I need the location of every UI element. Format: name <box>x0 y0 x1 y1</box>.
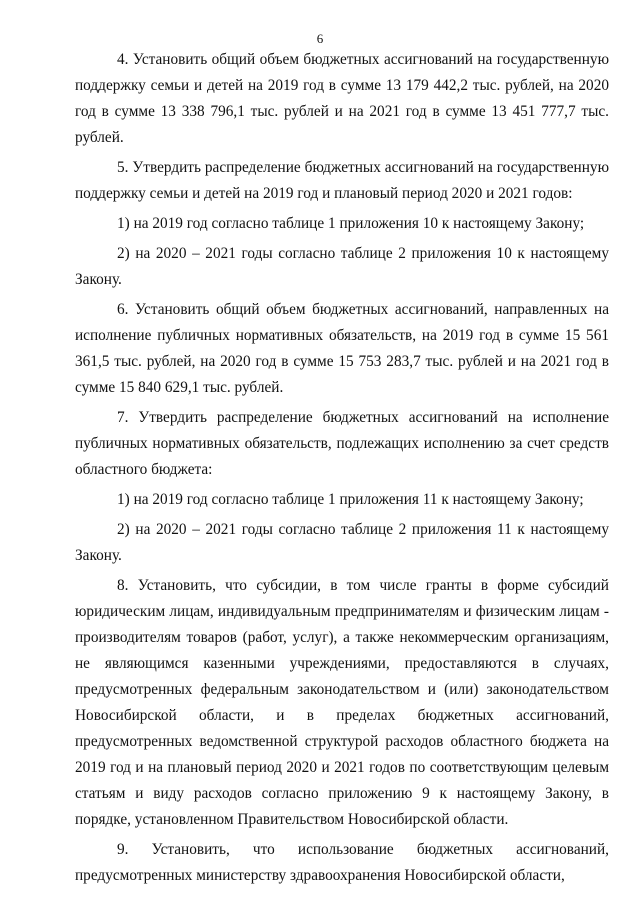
page-number: 6 <box>316 31 324 46</box>
paragraph-item-5-2: 2) на 2020 – 2021 годы согласно таблице 2 приложения 10 к настоящему Закону. <box>75 245 609 288</box>
paragraph-item-7-2: 2) на 2020 – 2021 годы согласно таблице 2 приложения 11 к настоящему Закону. <box>75 521 609 564</box>
paragraph-item-4: 4. Установить общий объем бюджетных ассигнований на государственную поддержку семьи и детей на 2019 год в сумме 13 179 442,2 тыс. рублей, на 2020 год в сумме 13 338 796,1 тыс. рублей и на 2021 год в сумме 13 451 777,7 тыс. рублей. <box>75 51 609 146</box>
paragraph-item-7-1: 1) на 2019 год согласно таблице 1 приложения 11 к настоящему Закону; <box>117 491 584 508</box>
document-body <box>75 47 609 889</box>
paragraph-item-5-1: 1) на 2019 год согласно таблице 1 приложения 10 к настоящему Закону; <box>117 215 585 232</box>
paragraph-item-5: 5. Утвердить распределение бюджетных ассигнований на государственную поддержку семьи и детей на 2019 год и плановый период 2020 и 2021 годов: <box>75 159 609 202</box>
paragraph-item-8: 8. Установить, что субсидии, в том числе гранты в форме субсидий юридическим лицам, индивидуальным предпринимателям и физическим лицам - производителям товаров (работ, услуг), а также некоммерческим организациям, не являющимся казенными учреждениями, предоставляются в случаях, предусмотренных федеральным законодательством и (или) законодательством Новосибирской области, и в пределах бюджетных ассигнований, предусмотренных ведомственной структурой расходов областного бюджета на 2019 год и на плановый период 2020 и 2021 годов по соответствующим целевым статьям и виду расходов согласно приложению 9 к настоящему Закону, в порядке, установленном Правительством Новосибирской области. <box>75 577 609 828</box>
paragraph-item-9: 9. Установить, что использование бюджетных ассигнований, предусмотренных министерству здравоохранения Новосибирской области, <box>75 841 609 884</box>
paragraph-item-7: 7. Утвердить распределение бюджетных ассигнований на исполнение публичных нормативных обязательств, подлежащих исполнению за счет средств областного бюджета: <box>75 409 609 478</box>
paragraph-item-6: 6. Установить общий объем бюджетных ассигнований, направленных на исполнение публичных нормативных обязательств, на 2019 год в сумме 15 561 361,5 тыс. рублей, на 2020 год в сумме 15 753 283,7 тыс. рублей и на 2021 год в сумме 15 840 629,1 тыс. рублей. <box>75 301 609 396</box>
